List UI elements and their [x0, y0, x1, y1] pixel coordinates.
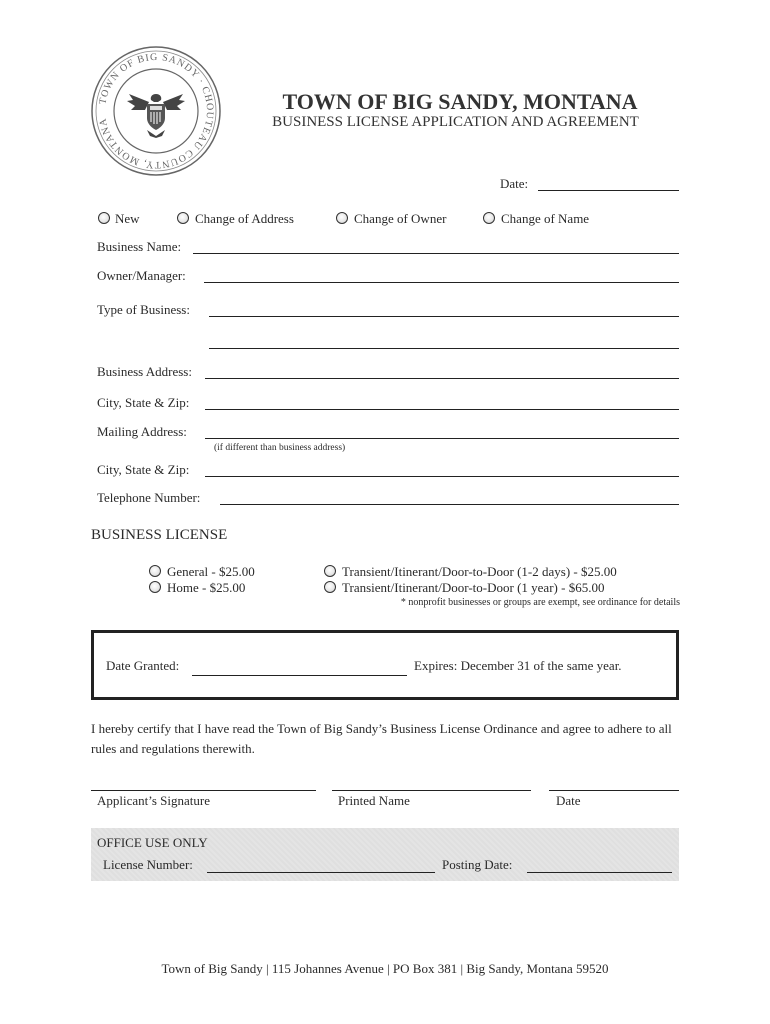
- telephone-field[interactable]: [220, 504, 679, 505]
- owner-label: Owner/Manager:: [97, 268, 186, 283]
- printed-name-field[interactable]: [332, 790, 531, 791]
- applicant-signature-field[interactable]: [91, 790, 316, 791]
- signature-date-field[interactable]: [549, 790, 679, 791]
- city-state-zip-2-field[interactable]: [205, 476, 679, 477]
- date-granted-field[interactable]: [192, 675, 407, 676]
- option-change-of-owner-label: Change of Owner: [354, 211, 447, 226]
- certification-text: I hereby certify that I have read the Town of Big Sandy’s Business License Ordinance and agree to adhere to all rules and regulations therewith.: [91, 721, 672, 756]
- page-subtitle: BUSINESS LICENSE APPLICATION AND AGREEMENT: [272, 114, 639, 130]
- radio-change-of-name[interactable]: [483, 212, 495, 224]
- option-change-of-name-label: Change of Name: [501, 211, 590, 226]
- radio-home[interactable]: [149, 581, 161, 593]
- type-of-business-field[interactable]: [209, 316, 679, 317]
- radio-transient-year[interactable]: [324, 581, 336, 593]
- license-number-field[interactable]: [207, 872, 435, 873]
- nonprofit-note: * nonprofit businesses or groups are exempt, see ordinance for details: [400, 597, 680, 608]
- radio-change-of-address[interactable]: [177, 212, 189, 224]
- radio-transient-short[interactable]: [324, 565, 336, 577]
- radio-general[interactable]: [149, 565, 161, 577]
- mailing-address-field[interactable]: [205, 438, 679, 439]
- date-field[interactable]: [538, 190, 679, 191]
- mailing-address-label: Mailing Address:: [97, 424, 187, 439]
- posting-date-field[interactable]: [527, 872, 672, 873]
- owner-field[interactable]: [204, 282, 679, 283]
- business-address-field[interactable]: [205, 378, 679, 379]
- printed-name-label: Printed Name: [338, 793, 410, 808]
- telephone-label: Telephone Number:: [97, 490, 201, 505]
- posting-date-label: Posting Date:: [442, 857, 513, 872]
- date-granted-label: Date Granted:: [106, 658, 180, 673]
- office-use-heading: OFFICE USE ONLY: [97, 835, 208, 850]
- seal-text: TOWN OF BIG SANDY · CHOUTEAU COUNTY, MONTANA: [97, 51, 216, 171]
- transient-year-label: Transient/Itinerant/Door-to-Door (1 year) - $65.00: [342, 580, 605, 595]
- radio-new[interactable]: [98, 212, 110, 224]
- page-title: TOWN OF BIG SANDY, MONTANA: [282, 89, 638, 114]
- town-seal: [89, 44, 223, 178]
- home-label: Home - $25.00: [167, 580, 246, 595]
- general-label: General - $25.00: [167, 564, 255, 579]
- business-name-label: Business Name:: [97, 239, 182, 254]
- footer-address: Town of Big Sandy | 115 Johannes Avenue | PO Box 381 | Big Sandy, Montana 59520: [161, 961, 609, 976]
- date-label: Date:: [500, 176, 529, 191]
- business-license-heading: BUSINESS LICENSE: [91, 527, 228, 543]
- city-state-zip-label: City, State & Zip:: [97, 395, 190, 410]
- expires-text: Expires: December 31 of the same year.: [414, 658, 622, 673]
- radio-change-of-owner[interactable]: [336, 212, 348, 224]
- city-state-zip-2-label: City, State & Zip:: [97, 462, 190, 477]
- option-change-of-address-label: Change of Address: [195, 211, 294, 226]
- transient-short-label: Transient/Itinerant/Door-to-Door (1-2 days) - $25.00: [342, 564, 617, 579]
- applicant-signature-label: Applicant’s Signature: [97, 793, 211, 808]
- type-of-business-label: Type of Business:: [97, 302, 190, 317]
- option-new-label: New: [115, 211, 140, 226]
- type-of-business-field-2[interactable]: [209, 348, 679, 349]
- city-state-zip-field[interactable]: [205, 409, 679, 410]
- signature-date-label: Date: [556, 793, 581, 808]
- mailing-address-note: (if different than business address): [214, 443, 346, 453]
- business-address-label: Business Address:: [97, 364, 192, 379]
- business-name-field[interactable]: [193, 253, 679, 254]
- license-number-label: License Number:: [103, 857, 193, 872]
